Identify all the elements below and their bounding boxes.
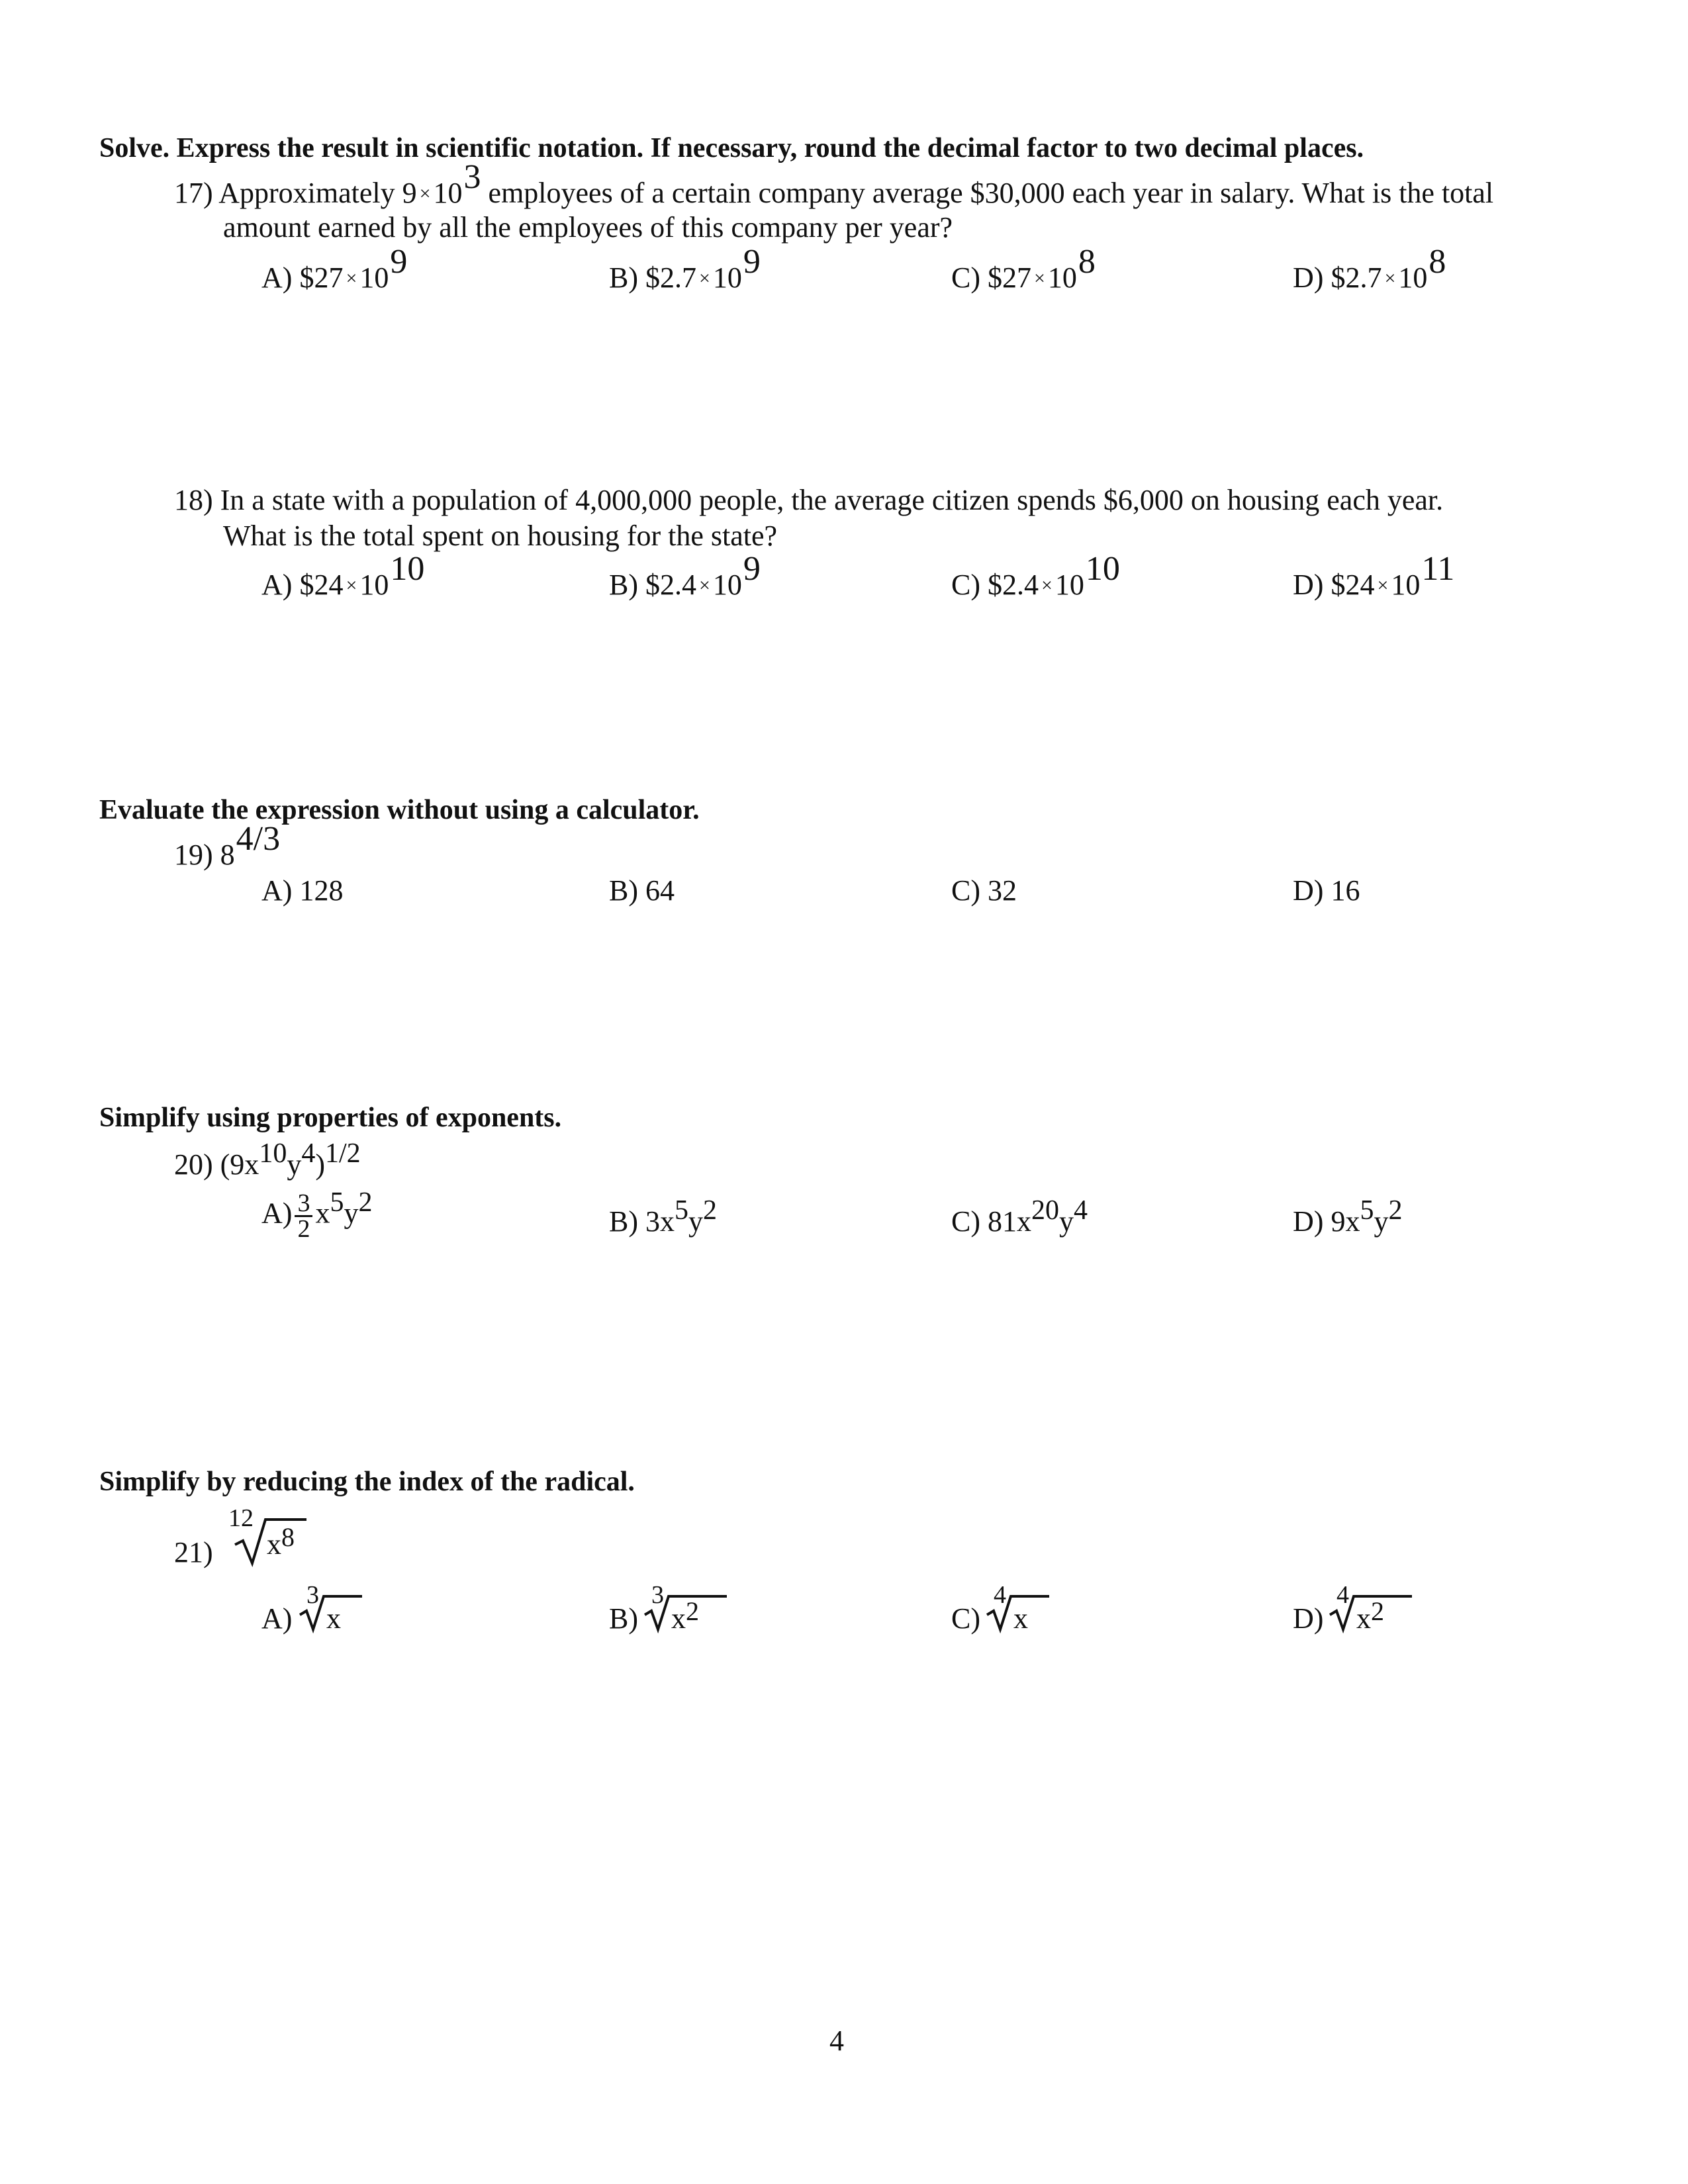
q19-choice-c[interactable]: C) 32 (951, 874, 1017, 907)
question-21-number: 21) (174, 1536, 213, 1569)
question-text: employees of a certain company average $30,000 each year in salary. What is the total (488, 177, 1494, 209)
q18-choice-c[interactable]: C) $2.4 ×1010 (951, 550, 1120, 601)
q21-choice-c[interactable]: C) 4 x (951, 1588, 1084, 1641)
exponent: 4/3 (236, 820, 281, 858)
coefficient: 9 (402, 177, 417, 209)
q21-choice-b[interactable]: B) 3 x2 (609, 1588, 755, 1641)
section-heading-scientific-notation: Solve. Express the result in scientific notation. If necessary, round the decimal factor to two decimal places. (99, 133, 1364, 163)
exponent: 3 (463, 158, 481, 196)
q20-choice-a[interactable]: A) $\frac{3}{2}$ x5y2 (261, 1187, 373, 1243)
q20-choice-c[interactable]: C) 81x20y4 (951, 1195, 1088, 1238)
q19-choice-d[interactable]: D) 16 (1293, 874, 1360, 907)
base: 10 (433, 177, 463, 209)
question-17-line-2: amount earned by all the employees of this company per year? (223, 211, 953, 244)
question-number: 17) (174, 177, 213, 209)
question-19 (174, 820, 281, 874)
q20-choice-b[interactable]: B) 3x5y2 (609, 1195, 717, 1238)
q17-choice-b[interactable]: B) $2.7 ×109 (609, 243, 761, 294)
times-sign: × (419, 183, 431, 205)
question-20: 20) (9x10y4)1/2 (174, 1138, 361, 1181)
section-heading-exponents: Simplify using properties of exponents. (99, 1103, 562, 1133)
q17-choice-c[interactable]: C) $27 ×108 (951, 243, 1096, 294)
q21-choice-d[interactable]: D) 4 x2 (1293, 1588, 1438, 1641)
question-text: In a state with a population of 4,000,000 people, the average citizen spends $6,000 on housing each year. (220, 484, 1444, 516)
section-heading-evaluate: Evaluate the expression without using a calculator. (99, 795, 700, 825)
section-heading-radical: Simplify by reducing the index of the radical. (99, 1467, 635, 1497)
question-18-line-2: What is the total spent on housing for the state? (223, 520, 778, 552)
q17-choice-d[interactable]: D) $2.7 ×108 (1293, 243, 1446, 294)
q19-choice-a[interactable]: A) 128 (261, 874, 344, 907)
q19-choice-b[interactable]: B) 64 (609, 874, 675, 907)
q18-choice-d[interactable]: D) $24 ×1011 (1293, 550, 1455, 601)
question-number: 20) (174, 1148, 213, 1181)
base: 8 (220, 839, 235, 871)
question-21-radical: 12 x8 (228, 1504, 308, 1570)
q17-choice-a[interactable]: A) $27 ×109 (261, 243, 408, 294)
question-18-line-1 (174, 482, 1443, 519)
radical-index: 12 (228, 1504, 254, 1532)
q20-choice-d[interactable]: D) 9x5y2 (1293, 1195, 1403, 1238)
q21-choice-a[interactable]: A) 3 x (261, 1588, 394, 1641)
question-text: Approximately (218, 177, 395, 209)
fraction: $\frac{3}{2}$ (295, 1191, 312, 1241)
question-number: 18) (174, 484, 213, 516)
question-number: 19) (174, 839, 213, 871)
page-number: 4 (829, 2025, 844, 2057)
q18-choice-b[interactable]: B) $2.4 ×109 (609, 550, 761, 601)
q18-choice-a[interactable]: A) $24 ×1010 (261, 550, 425, 601)
